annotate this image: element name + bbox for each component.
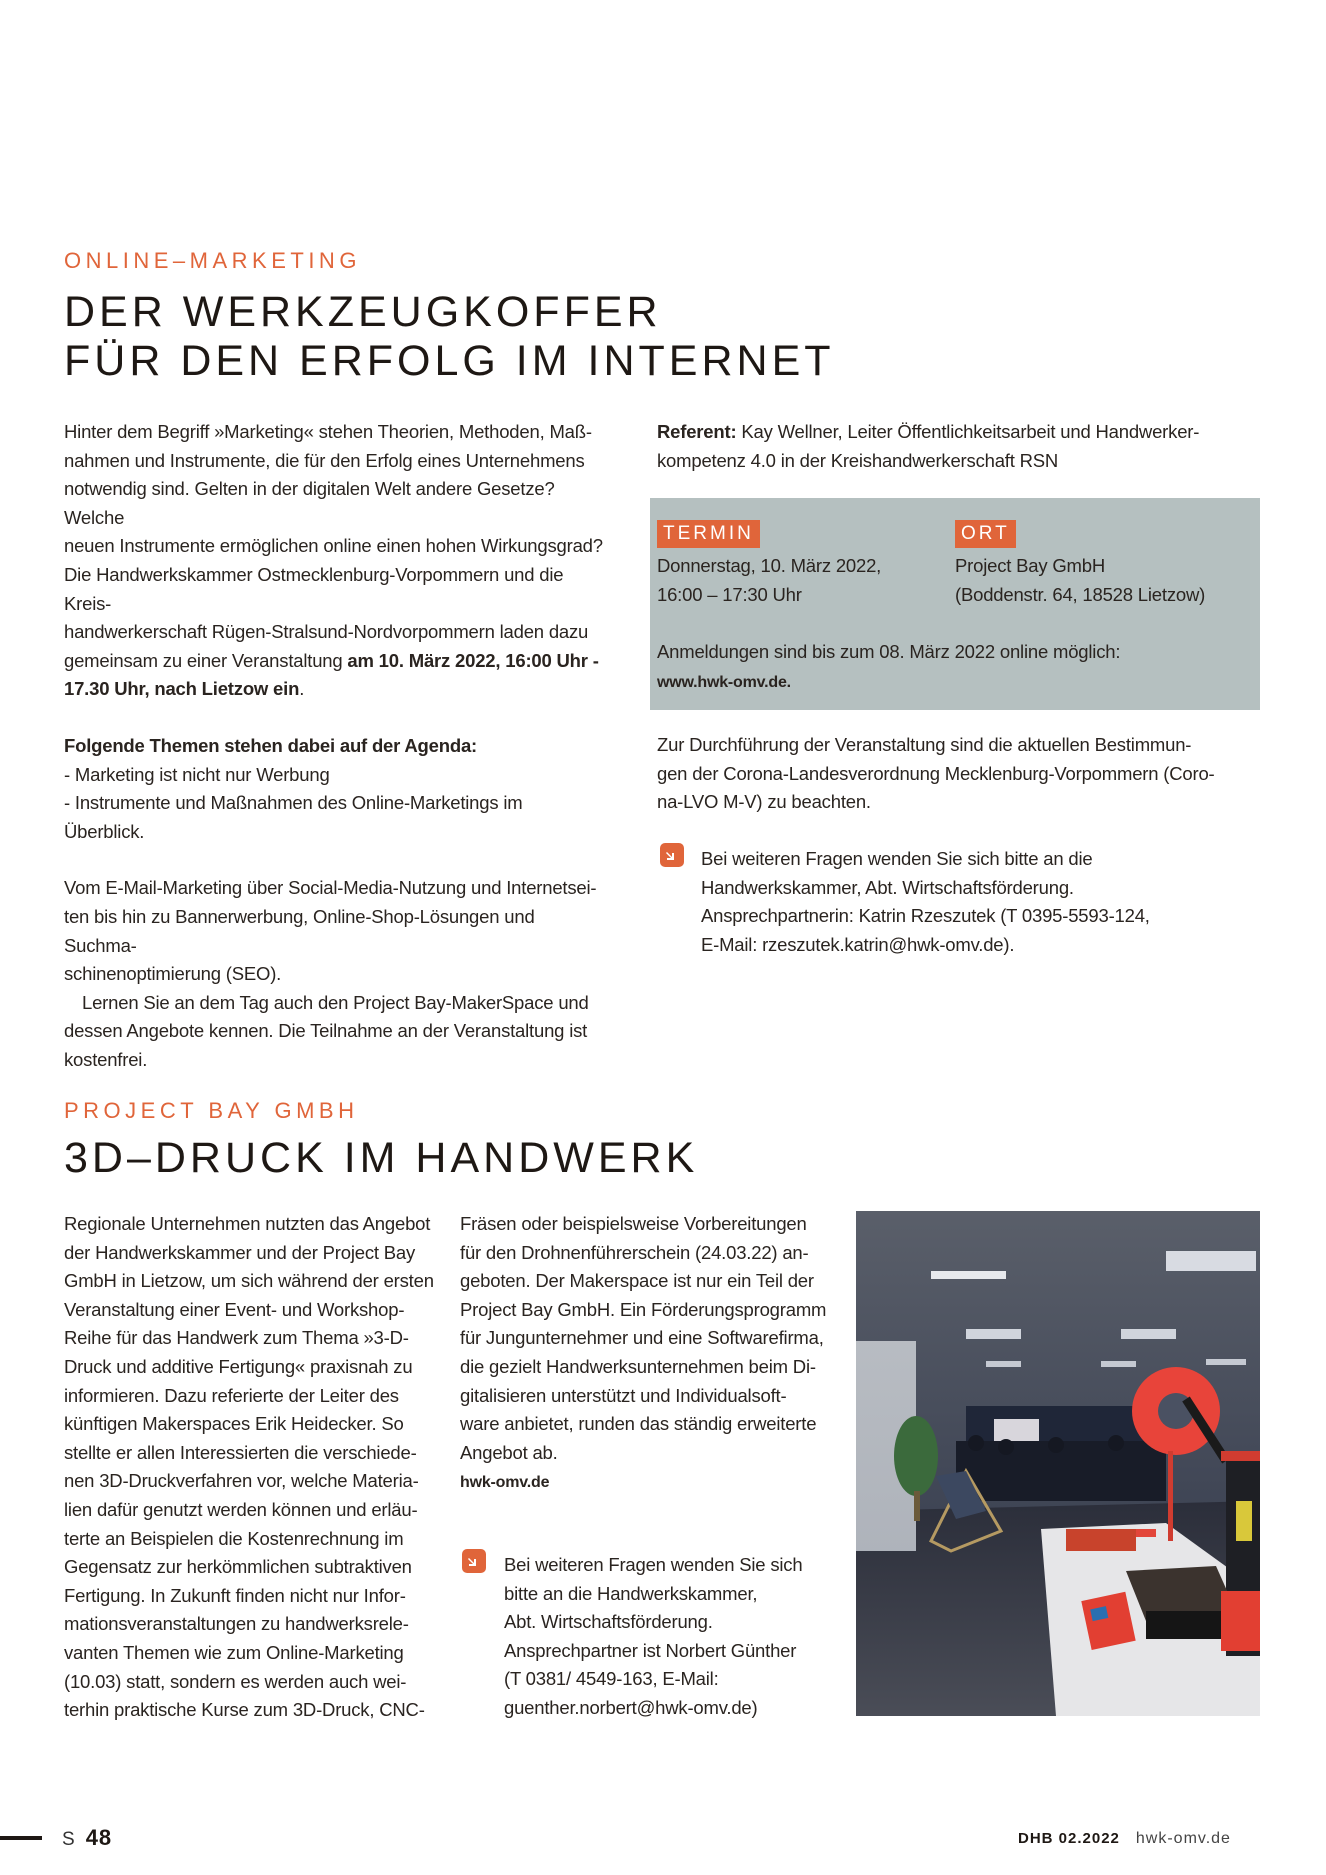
article1-title (64, 288, 835, 386)
referent-block (657, 418, 1257, 475)
corona-line: Zur Durchführung der Veranstaltung sind die aktuellen Bestimmun- (657, 734, 1192, 755)
agenda-heading: Folgende Themen stehen dabei auf der Agenda: (64, 734, 477, 756)
intro-line: neuen Instrumente ermöglichen online einen hohen Wirkungsgrad? (64, 535, 603, 557)
contact-line: Ansprechpartnerin: Katrin Rzeszutek (T 0395-5593-124, (701, 905, 1150, 927)
col2-line: geboten. Der Makerspace ist nur ein Teil der (460, 1270, 814, 1292)
col1-line: künftigen Makerspaces Erik Heidecker. So (64, 1413, 404, 1435)
article1-contact (701, 845, 1261, 959)
article2-title: 3D–DRUCK IM HANDWERK (64, 1134, 699, 1182)
col1-line: GmbH in Lietzow, um sich während der ersten (64, 1270, 434, 1292)
intro-line-event-2: 17.30 Uhr, nach Lietzow ein. (64, 678, 305, 700)
termin-time: 16:00 – 17:30 Uhr (657, 583, 802, 605)
contact-line: (T 0381/ 4549-163, E-Mail: (504, 1668, 719, 1690)
ort-label: ORT (955, 520, 1016, 548)
contact-line: Bei weiteren Fragen wenden Sie sich (504, 1554, 803, 1575)
col1-line: vanten Themen wie zum Online-Marketing (64, 1641, 404, 1663)
page-number: 48 (85, 1825, 113, 1850)
magazine-issue: DHB 02.2022 (1018, 1830, 1120, 1847)
ort-name: Project Bay GmbH (955, 555, 1105, 576)
intro-line: nahmen und Instrumente, die für den Erfolg eines Unternehmens (64, 449, 585, 471)
para-line: schinenoptimierung (SEO). (64, 963, 282, 985)
col2-line: für Jungunternehmer und eine Softwarefirma, (460, 1327, 824, 1349)
para-line: ten bis hin zu Bannerwerbung, Online-Shop-Lösungen und Suchma- (64, 905, 535, 956)
corona-line: gen der Corona-Landesverordnung Mecklenburg-Vorpommern (Coro- (657, 762, 1215, 784)
col1-line: stellte er allen Interessierten die verschiede- (64, 1441, 417, 1463)
agenda-item: - Instrumente und Maßnahmen des Online-Marketings im Überblick. (64, 792, 523, 842)
col1-line: Regionale Unternehmen nutzten das Angebot (64, 1213, 431, 1234)
event-date-bold: am 10. März 2022, 16:00 Uhr - (347, 649, 599, 671)
referent-label: Referent: (657, 421, 737, 442)
page-prefix: S (62, 1829, 76, 1850)
intro-line: Die Handwerkskammer Ostmecklenburg-Vorpommern und die Kreis- (64, 563, 564, 614)
col2-line: Fräsen oder beispielsweise Vorbereitungen (460, 1213, 807, 1234)
makerspace-photo (856, 1211, 1260, 1716)
termin-date: Donnerstag, 10. März 2022, (657, 555, 882, 576)
contact-line: Abt. Wirtschaftsförderung. (504, 1611, 713, 1633)
col1-line: Veranstaltung einer Event- und Workshop- (64, 1298, 405, 1320)
para-line: Vom E-Mail-Marketing über Social-Media-Nutzung und Internetsei- (64, 877, 597, 899)
col1-line: Gegensatz zur herkömmlichen subtraktiven (64, 1556, 412, 1578)
col2-line: Angebot ab. (460, 1441, 558, 1463)
registration-link[interactable]: www.hwk-omv.de. (657, 673, 791, 691)
article1-title-line1: DER WERKZEUGKOFFER (64, 288, 662, 336)
agenda-item: - Marketing ist nicht nur Werbung (64, 763, 330, 785)
col1-line: mationsveranstaltungen zu handwerksrele- (64, 1613, 409, 1635)
contact-line: Bei weiteren Fragen wenden Sie sich bitte an die (701, 848, 1093, 869)
arrow-down-right-icon (660, 843, 684, 867)
col1-line: (10.03) statt, sondern es werden auch wei- (64, 1670, 407, 1692)
para-line: Lernen Sie an dem Tag auch den Project Bay-MakerSpace und (82, 991, 589, 1013)
col1-line: nen 3D-Druckverfahren vor, welche Materia- (64, 1470, 419, 1492)
article2-kicker: PROJECT BAY GMBH (64, 1098, 359, 1123)
referent-text: Kay Wellner, Leiter Öffentlichkeitsarbeit und Handwerker- (736, 421, 1200, 442)
intro-line: Hinter dem Begriff »Marketing« stehen Theorien, Methoden, Maß- (64, 421, 592, 442)
page-number-block (62, 1825, 112, 1851)
referent-text: kompetenz 4.0 in der Kreishandwerkerschaft RSN (657, 449, 1059, 471)
col2-line: für den Drohnenführerschein (24.03.22) an- (460, 1241, 809, 1263)
article2-col1 (64, 1210, 454, 1725)
footer-website[interactable]: hwk-omv.de (1135, 1830, 1231, 1847)
col1-line: Fertigung. In Zukunft finden nicht nur Infor- (64, 1584, 406, 1606)
col1-line: terte an Beispielen die Kostenrechnung im (64, 1527, 404, 1549)
intro-line-event (64, 647, 604, 676)
col1-line: Reihe für das Handwerk zum Thema »3-D- (64, 1327, 409, 1349)
corona-notice (657, 731, 1257, 817)
article1-kicker: ONLINE–MARKETING (64, 248, 361, 273)
website-link[interactable]: hwk-omv.de (460, 1474, 550, 1492)
contact-line: Handwerkskammer, Abt. Wirtschaftsförderung. (701, 876, 1074, 898)
contact-email[interactable]: E-Mail: rzeszutek.katrin@hwk-omv.de). (701, 933, 1015, 955)
event-infobox (650, 498, 1260, 710)
para-line: kostenfrei. (64, 1048, 148, 1070)
arrow-down-right-icon (462, 1549, 486, 1573)
intro-text: gemeinsam zu einer Veranstaltung (64, 649, 348, 671)
col2-line: die gezielt Handwerksunternehmen beim Di- (460, 1355, 816, 1377)
contact-line: Ansprechpartner ist Norbert Günther (504, 1639, 797, 1661)
col1-line: der Handwerkskammer und der Project Bay (64, 1241, 416, 1263)
contact-email[interactable]: guenther.norbert@hwk-omv.de) (504, 1696, 758, 1718)
event-place-bold: 17.30 Uhr, nach Lietzow ein (64, 678, 300, 700)
ort-address: (Boddenstr. 64, 18528 Lietzow) (955, 583, 1206, 605)
col1-line: informieren. Dazu referierte der Leiter des (64, 1384, 399, 1406)
intro-line: handwerkerschaft Rügen-Stralsund-Nordvorpommern laden dazu (64, 621, 589, 643)
col2-line: Project Bay GmbH. Ein Förderungsprogramm (460, 1298, 827, 1320)
registration-text: Anmeldungen sind bis zum 08. März 2022 online möglich: (657, 641, 1121, 662)
termin-label: TERMIN (657, 520, 760, 548)
col1-line: lien dafür genutzt werden können und erläu- (64, 1498, 418, 1520)
article2-col2 (460, 1210, 850, 1498)
footer-right (1018, 1830, 1231, 1848)
article1-left-column (64, 418, 604, 1074)
col1-line: terhin praktische Kurse zum 3D-Druck, CNC- (64, 1699, 425, 1721)
contact-line: bitte an die Handwerkskammer, (504, 1582, 758, 1604)
article2-contact (504, 1551, 844, 1723)
col2-line: gitalisieren unterstützt und Individualsoft- (460, 1384, 787, 1406)
corona-line: na-LVO M-V) zu beachten. (657, 791, 871, 813)
col2-line: ware anbietet, runden das ständig erweiterte (460, 1413, 817, 1435)
para-line: dessen Angebote kennen. Die Teilnahme an der Veranstaltung ist (64, 1020, 588, 1042)
col1-line: Druck und additive Fertigung« praxisnah zu (64, 1355, 413, 1377)
article1-title-line2: FÜR DEN ERFOLG IM INTERNET (64, 337, 835, 385)
intro-line: notwendig sind. Gelten in der digitalen Welt andere Gesetze? Welche (64, 478, 555, 528)
footer-rule (0, 1836, 42, 1840)
